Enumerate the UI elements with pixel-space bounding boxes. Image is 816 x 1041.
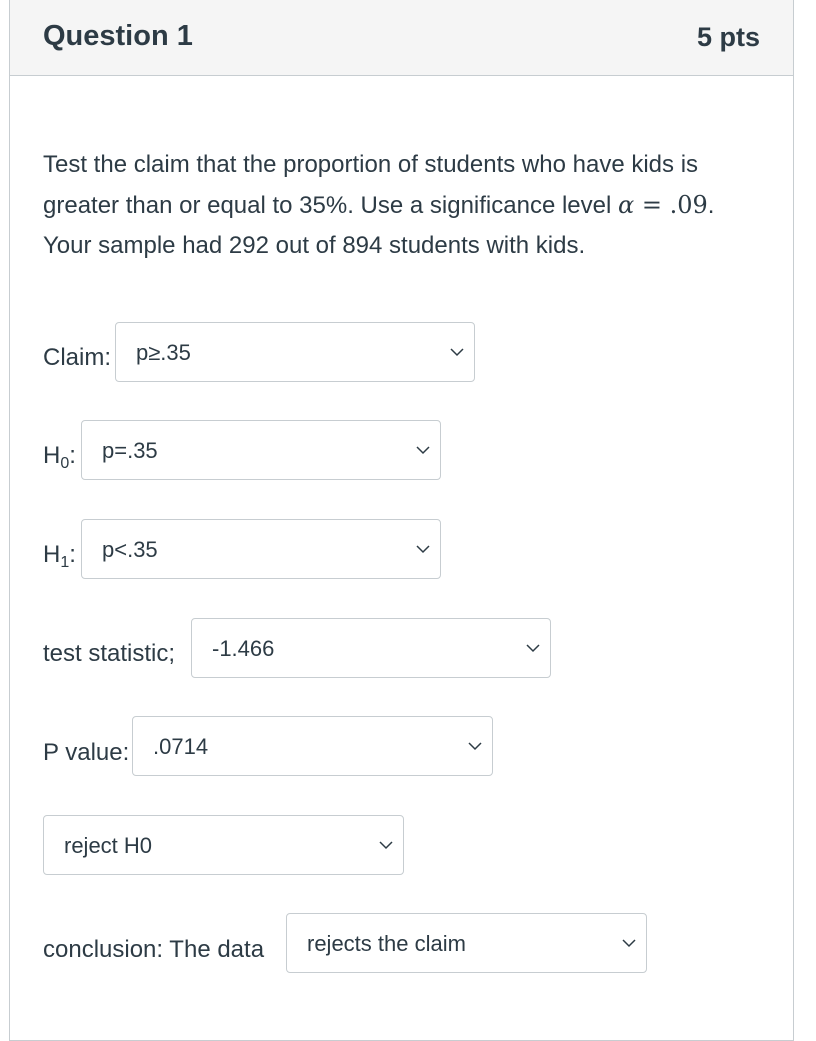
conclusion-label: conclusion: The data xyxy=(43,936,265,963)
claim-label: Claim: xyxy=(43,344,112,371)
alpha-expression xyxy=(618,191,708,219)
claim-select[interactable] xyxy=(115,322,475,382)
p-value-select[interactable] xyxy=(132,716,493,776)
chevron-down-icon xyxy=(622,938,636,948)
h1-label-sub: 1 xyxy=(60,554,70,571)
test-statistic-select[interactable] xyxy=(191,618,551,678)
question-text-part2: . Your sample had 292 out of 894 students with kids. xyxy=(43,192,715,259)
test-statistic-selected-value: -1.466 xyxy=(212,636,275,661)
question-points: 5 pts xyxy=(696,22,760,52)
p-value-selected-value: .0714 xyxy=(153,734,209,759)
question-title: Question 1 xyxy=(43,20,193,52)
decision-select[interactable] xyxy=(43,815,404,875)
h1-label-colon: : xyxy=(69,541,76,568)
h1-selected-value: p<.35 xyxy=(102,537,158,562)
h1-label-main: H xyxy=(43,541,61,568)
conclusion-select[interactable] xyxy=(286,913,647,973)
h1-label xyxy=(43,541,76,572)
h1-select[interactable] xyxy=(81,519,441,579)
h0-label xyxy=(43,442,76,473)
chevron-down-icon xyxy=(468,741,482,751)
question-text xyxy=(43,145,753,266)
question-card xyxy=(9,0,794,1041)
question-text-part1: Test the claim that the proportion of students who have kids is greater than or equal to 35%. Use a significance level xyxy=(43,151,699,219)
chevron-down-icon xyxy=(526,643,540,653)
h0-select[interactable] xyxy=(81,420,441,480)
chevron-down-icon xyxy=(379,840,393,850)
p-value-label: P value: xyxy=(43,739,130,766)
chevron-down-icon xyxy=(416,445,430,455)
alpha-symbol: α xyxy=(618,191,635,219)
alpha-value: = .09 xyxy=(634,191,708,219)
question-header xyxy=(10,0,793,76)
conclusion-selected-value: rejects the claim xyxy=(307,931,466,956)
decision-selected-value: reject H0 xyxy=(64,833,153,858)
claim-selected-value: p≥.35 xyxy=(136,340,191,365)
chevron-down-icon xyxy=(416,544,430,554)
h0-selected-value: p=.35 xyxy=(102,438,158,463)
chevron-down-icon xyxy=(450,347,464,357)
h0-label-main: H xyxy=(43,442,61,469)
h0-label-colon: : xyxy=(69,442,76,469)
test-statistic-label: test statistic; xyxy=(43,640,176,667)
h0-label-sub: 0 xyxy=(60,455,70,472)
